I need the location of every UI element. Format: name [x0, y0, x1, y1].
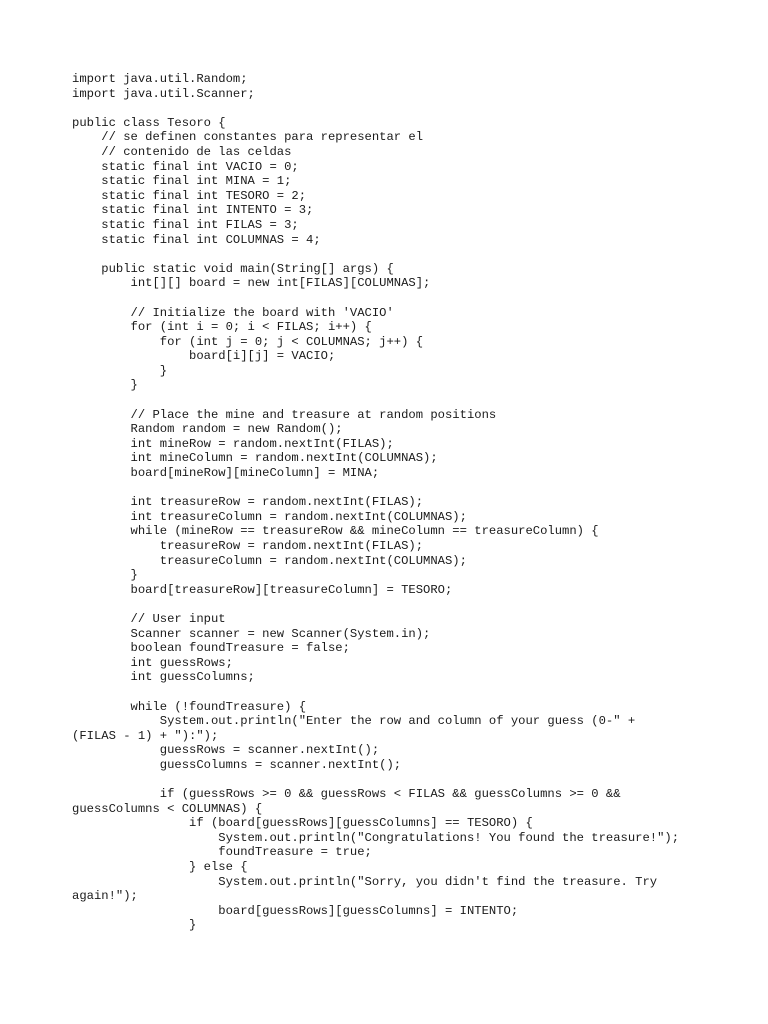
code-line: int treasureRow = random.nextInt(FILAS); [72, 495, 424, 510]
code-line [72, 393, 712, 408]
code-line: // se definen constantes para representar el [72, 130, 424, 145]
code-line: foundTreasure = true; [72, 845, 372, 860]
code-line: int guessRows; [72, 655, 233, 670]
code-line: treasureColumn = random.nextInt(COLUMNAS); [72, 553, 467, 568]
code-line: if (guessRows >= 0 && guessRows < FILAS && guessColumns >= 0 && [72, 787, 621, 802]
code-line: static final int TESORO = 2; [72, 188, 307, 203]
code-line: static final int MINA = 1; [72, 174, 292, 189]
code-line: public static void main(String[] args) { [72, 261, 394, 276]
code-line: } [72, 568, 138, 583]
code-line: while (!foundTreasure) { [72, 699, 307, 714]
code-line [72, 101, 712, 116]
code-line [72, 291, 712, 306]
code-line: // Initialize the board with 'VACIO' [72, 305, 394, 320]
code-line: board[i][j] = VACIO; [72, 349, 336, 364]
code-line: import java.util.Scanner; [72, 86, 255, 101]
code-line: int treasureColumn = random.nextInt(COLUMNAS); [72, 509, 467, 524]
code-line: if (board[guessRows][guessColumns] == TESORO) { [72, 816, 533, 831]
code-line: board[mineRow][mineColumn] = MINA; [72, 466, 380, 481]
code-line: for (int j = 0; j < COLUMNAS; j++) { [72, 334, 424, 349]
code-line: } [72, 918, 197, 933]
code-line: static final int VACIO = 0; [72, 159, 299, 174]
code-line [72, 481, 712, 496]
code-line: } else { [72, 860, 248, 875]
code-line: static final int FILAS = 3; [72, 217, 299, 232]
code-line: System.out.println("Enter the row and column of your guess (0-" + [72, 714, 636, 729]
code-line: while (mineRow == treasureRow && mineColumn == treasureColumn) { [72, 524, 599, 539]
code-line: System.out.println("Congratulations! You found the treasure!"); [72, 830, 680, 845]
code-line: treasureRow = random.nextInt(FILAS); [72, 539, 424, 553]
code-line: board[treasureRow][treasureColumn] = TESORO; [72, 582, 453, 597]
code-line: int guessColumns; [72, 670, 255, 685]
code-line [72, 597, 712, 612]
code-line: static final int INTENTO = 3; [72, 203, 314, 218]
code-line: } [72, 363, 168, 378]
code-line: guessColumns < COLUMNAS) { [72, 801, 263, 816]
code-line: // User input [72, 611, 226, 626]
code-line: guessRows = scanner.nextInt(); [72, 743, 380, 758]
code-line: static final int COLUMNAS = 4; [72, 232, 321, 247]
code-line: import java.util.Random; [72, 72, 248, 86]
code-line: // Place the mine and treasure at random positions [72, 407, 497, 422]
code-line [72, 685, 712, 700]
code-line: (FILAS - 1) + "):"); [72, 728, 219, 743]
code-line: int mineRow = random.nextInt(FILAS); [72, 436, 394, 451]
code-line: } [72, 378, 138, 393]
code-line: int mineColumn = random.nextInt(COLUMNAS); [72, 451, 438, 466]
code-line: again!"); [72, 889, 138, 904]
code-line: // contenido de las celdas [72, 144, 292, 159]
code-line: Scanner scanner = new Scanner(System.in); [72, 626, 431, 641]
code-line: for (int i = 0; i < FILAS; i++) { [72, 320, 372, 335]
code-line: board[guessRows][guessColumns] = INTENTO; [72, 903, 519, 918]
code-line [72, 247, 712, 262]
code-line: guessColumns = scanner.nextInt(); [72, 757, 402, 772]
code-line: boolean foundTreasure = false; [72, 641, 350, 656]
code-line [72, 773, 712, 788]
code-line: public class Tesoro { [72, 115, 226, 130]
code-line: System.out.println("Sorry, you didn't find the treasure. Try [72, 874, 658, 889]
code-line: int[][] board = new int[FILAS][COLUMNAS]; [72, 276, 431, 291]
code-line: Random random = new Random(); [72, 422, 343, 437]
code-listing [72, 72, 712, 933]
